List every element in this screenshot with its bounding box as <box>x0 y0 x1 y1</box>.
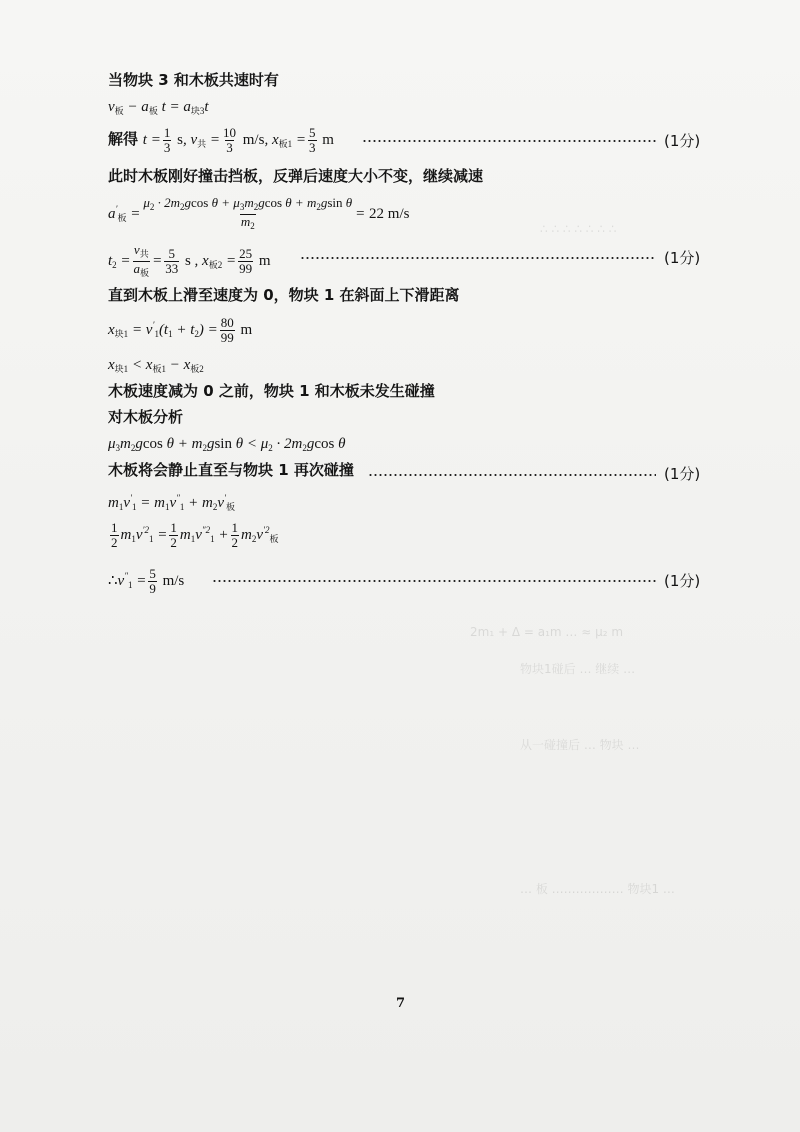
solve-label: 解得 <box>108 129 139 148</box>
dot-leader <box>300 257 656 259</box>
text-line: 对木板分析 <box>108 408 184 426</box>
equation-line: $x_{块1} < x_{板1} - x_{板2}$ <box>108 357 204 374</box>
equation-line: $a'_板$ = $\frac{\mu_2 \cdot 2m_2gcos \theta + \mu_3m_2gcos \theta + m_2gsin \theta}{m_2}$ = 22 m/s <box>108 195 410 231</box>
bleed-through-text: 从一碰撞后 … 物块 … <box>520 738 640 752</box>
text-line: 木板将会静止直至与物块 1 再次碰撞 <box>108 461 354 479</box>
bleed-through-text: ∴ ∴ ∴ ∴ ∴ ∴ ∴ <box>540 222 617 236</box>
equation-line: $t_2$ = $\frac{v_共}{a_板}$ = $\frac{5}{33}$ s , $x_{板2}$ = $\frac{25}{99}$ m <box>108 242 271 278</box>
text-line: 直到木板上滑至速度为 0，物块 1 在斜面上下滑距离 <box>108 286 460 304</box>
equation-line: $x_{块1} = v'_1(t_1 + t_2)$ = $\frac{80}{99}$ m <box>108 315 253 346</box>
equation-line: $m_1v'_1 = m_1v''_1 + m_2v'_板$ <box>108 493 235 512</box>
dot-leader <box>368 474 656 476</box>
score-label: (1分) <box>664 465 701 483</box>
page-number: 7 <box>396 996 406 1011</box>
equation-line: 解得 t = $\frac{1}{3}$ s, $v_共$ = $\frac{10}{3}$ m/s, $x_{板1}$ = $\frac{5}{3}$ m <box>108 125 334 155</box>
bleed-through-text: … 板 ……………… 物块1 … <box>520 882 675 896</box>
dot-leader <box>212 580 656 582</box>
equation-line: $v_板 - a_板$ $t = a_{块3}t$ <box>108 99 209 116</box>
equation-line: $\frac{1}{2}$ $m_1v^{'2}_1$ = $\frac{1}{2}$ $m_1v^{''2}_1$ + $\frac{1}{2}$ $m_2v^{'2}_板$ <box>111 520 279 551</box>
text-line: 当物块 3 和木板共速时有 <box>108 71 279 89</box>
text-line: 此时木板刚好撞击挡板，反弹后速度大小不变，继续减速 <box>108 167 484 185</box>
bleed-through-text: 物块1碰后 … 继续 … <box>520 662 636 676</box>
score-label: (1分) <box>664 132 701 150</box>
score-label: (1分) <box>664 572 701 590</box>
dot-leader <box>362 140 656 142</box>
equation-line: $\mu_3m_2gcos$ $\theta + m_2gsin$ $\theta < \mu_2 \cdot 2m_2gcos$ θ <box>108 436 346 453</box>
text-line: 木板速度减为 0 之前，物块 1 和木板未发生碰撞 <box>108 382 435 400</box>
equation-line: $\therefore v''_1$ = $\frac{5}{9}$ m/s <box>108 566 185 597</box>
bleed-through-text: 2m₁ + Δ = a₁m … ≈ μ₂ m <box>470 625 624 639</box>
score-label: (1分) <box>664 249 701 267</box>
